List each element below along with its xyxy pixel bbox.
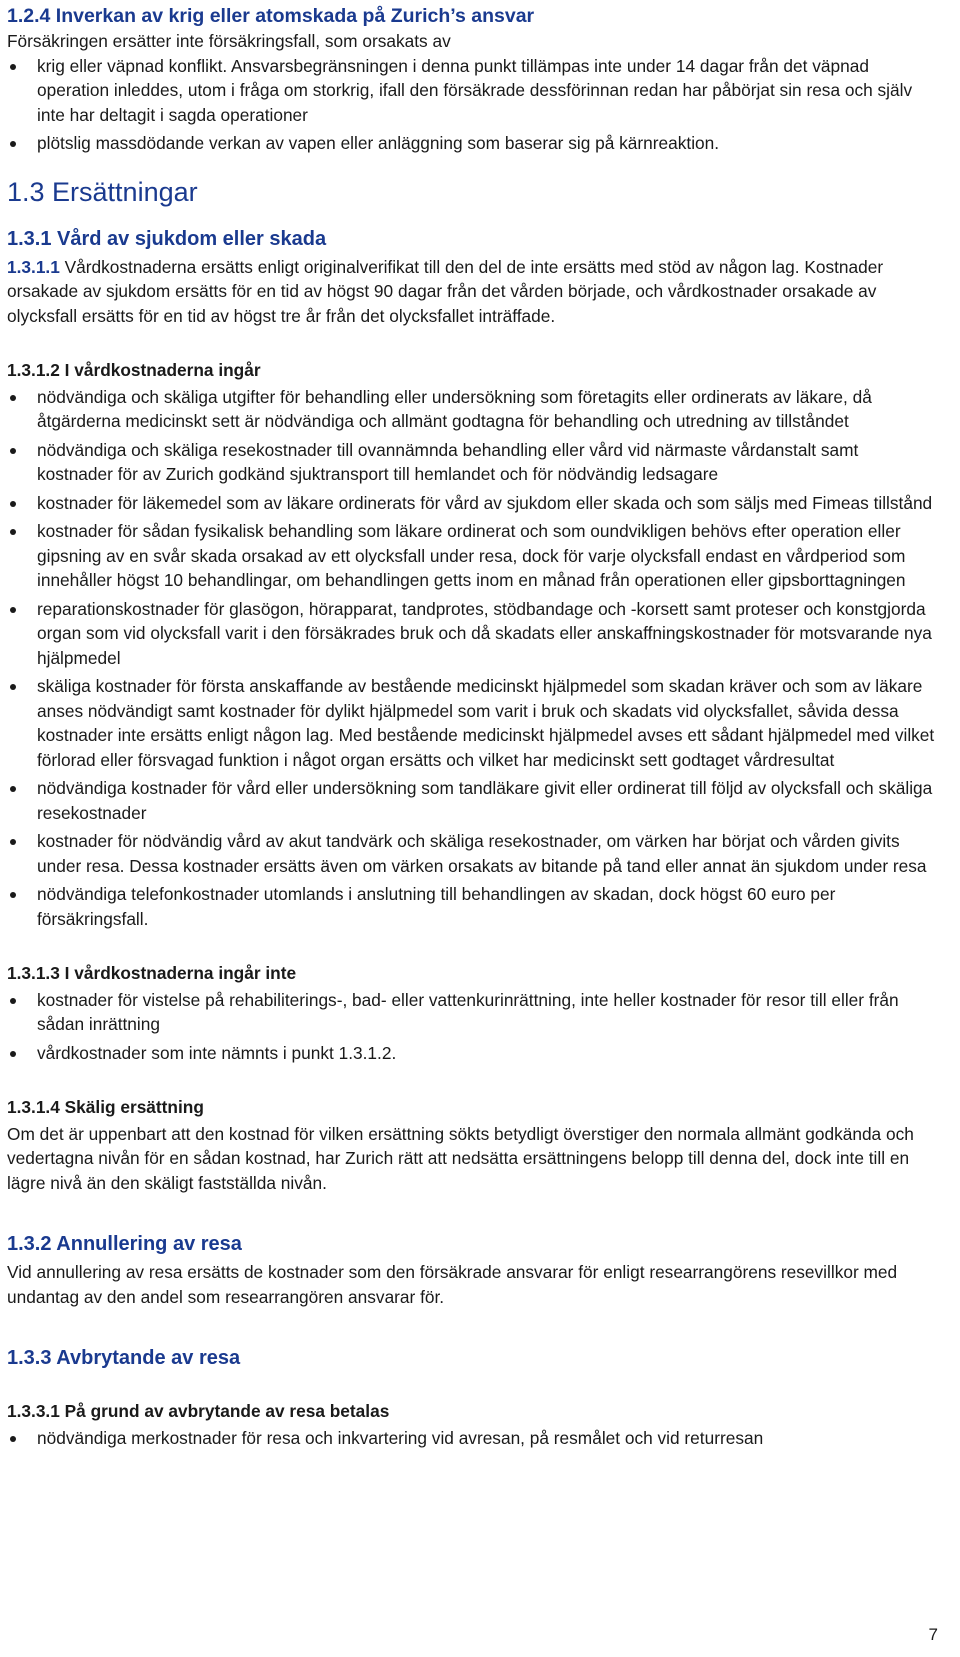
list-item: nödvändiga merkostnader för resa och inkvartering vid avresan, på resmålet och vid returresan xyxy=(7,1426,937,1451)
bullet-icon xyxy=(10,892,16,898)
bullet-icon xyxy=(10,64,16,70)
bullet-icon xyxy=(10,786,16,792)
bullet-icon xyxy=(10,839,16,845)
list-item: nödvändiga och skäliga utgifter för behandling eller undersökning som företagits eller ordinerats av läkare, då åtgärderna medicinskt sett är nödvändiga och allmänt godtagna för behandling och utredning av tillståndet xyxy=(7,385,937,434)
list-item: kostnader för vistelse på rehabiliterings-, bad- eller vattenkurinrättning, inte heller kostnader för resor till eller från sådan inrättning xyxy=(7,988,937,1037)
bullet-icon xyxy=(10,501,16,507)
section-heading-1-2-4: 1.2.4 Inverkan av krig eller atomskada på Zurich’s ansvar xyxy=(7,5,535,27)
bullet-icon xyxy=(10,395,16,401)
list-item: nödvändiga telefonkostnader utomlands i anslutning till behandlingen av skadan, dock högst 60 euro per försäkringsfall. xyxy=(7,882,937,931)
list-item: vårdkostnader som inte nämnts i punkt 1.3.1.2. xyxy=(7,1041,937,1066)
bullet-list-war xyxy=(7,54,937,156)
bullet-icon xyxy=(10,1436,16,1442)
list-item: reparationskostnader för glasögon, hörapparat, tandprotes, stödbandage och -korsett samt proteser och konstgjorda organ som vid olycksfall varit i den försäkrades bruk och då skadats eller anskaffningskostnader för motsvarande nya hjälpmedel xyxy=(7,597,937,671)
section-heading-1-3-2: 1.3.2 Annullering av resa xyxy=(7,1233,242,1255)
subsection-heading-1-3-1-3: 1.3.1.3 I vårdkostnaderna ingår inte xyxy=(7,963,297,983)
subsection-heading-1-3-3-1: 1.3.3.1 På grund av avbrytande av resa betalas xyxy=(7,1401,390,1421)
section-heading-1-3-3: 1.3.3 Avbrytande av resa xyxy=(7,1347,241,1369)
bullet-icon xyxy=(10,529,16,535)
paragraph-1-3-1-1: 1.3.1.1 Vårdkostnaderna ersätts enligt originalverifikat till den del de inte ersätts med stöd av någon lag. Kostnader orsakade av sjukdom ersätts för en tid av högst 90 dagar från det vården började, och vårdkostnader orsakade av olycksfall ersätts för en tid av högst tre år från det olycksfallet inträffade. xyxy=(7,256,884,326)
list-item: kostnader för nödvändig vård av akut tandvärk och skäliga resekostnader, om värken har börjat och vården givits under resa. Dessa kostnader ersätts även om värken orsakats av bitande på tand eller annat än sjukdom under resa xyxy=(7,829,937,878)
document-page xyxy=(7,0,937,1450)
list-item: kostnader för läkemedel som av läkare ordinerats för vård av sjukdom eller skada och som säljs med Fimeas tillstånd xyxy=(7,491,937,516)
bullet-icon xyxy=(10,998,16,1004)
list-item: plötslig massdödande verkan av vapen eller anläggning som baserar sig på kärnreaktion. xyxy=(7,131,937,156)
bullet-list-not-included xyxy=(7,988,937,1066)
bullet-icon xyxy=(10,1051,16,1057)
section-intro: Försäkringen ersätter inte försäkringsfall, som orsakats av xyxy=(7,31,451,51)
bullet-icon xyxy=(10,607,16,613)
paragraph-1-3-1-4: Om det är uppenbart att den kostnad för vilken ersättning sökts betydligt överstiger den normala allmänt godkända och vedertagna nivån för en sådan kostnad, har Zurich rätt att nedsätta ersättningens belopp till denna del, dock inte till en lägre nivå än den skäligt fastställda nivån. xyxy=(7,1123,914,1193)
list-item: nödvändiga kostnader för vård eller undersökning som tandläkare givit eller ordinerat till följd av olycksfall och skäliga resekostnader xyxy=(7,776,937,825)
paragraph-1-3-2: Vid annullering av resa ersätts de kostnader som den försäkrade ansvarar för enligt researrangörens resevillkor med undantag av den andel som researrangören ansvarar för. xyxy=(7,1262,898,1307)
section-heading-1-3-1: 1.3.1 Vård av sjukdom eller skada xyxy=(7,227,327,250)
list-item: skäliga kostnader för första anskaffande av bestående medicinskt hjälpmedel som skadan kräver och som av läkare anses nödvändigt samt kostnader för dylikt hjälpmedel som varit i bruk och skadats vid olycksfallet, såvida dessa kostnader inte ersätts enligt någon lag. Med bestående medicinskt hjälpmedel avses ett sådant hjälpmedel med vilket förlorad eller försvagad funktion i något organ ersätts och vilket har medicinskt sett godtaget vårdresultat xyxy=(7,674,937,772)
bullet-icon xyxy=(10,684,16,690)
list-item: nödvändiga och skäliga resekostnader till ovannämnda behandling eller vård vid närmaste vårdanstalt samt kostnader för av Zurich godkänd sjuktransport till hemlandet och för nödvändig ledsagare xyxy=(7,438,937,487)
subsection-heading-1-3-1-4: 1.3.1.4 Skälig ersättning xyxy=(7,1097,204,1117)
page-number: 7 xyxy=(928,1624,938,1644)
subsection-heading-1-3-1-2: 1.3.1.2 I vårdkostnaderna ingår xyxy=(7,360,261,380)
bullet-icon xyxy=(10,141,16,147)
list-item: krig eller väpnad konflikt. Ansvarsbegränsningen i denna punkt tillämpas inte under 14 dagar från det väpnad operation inleddes, utom i fråga om storkrig, ifall den försäkrade dessförinnan redan har påbörjat sin resa och själv inte har deltagit i sagda operationer xyxy=(7,54,937,128)
list-item: kostnader för sådan fysikalisk behandling som läkare ordinerat och som oundvikligen behövs efter operation eller gipsning av en svår skada orsakad av ett olycksfall under resa, dock för varje olycksfall endast en vårdperiod som innehåller högst 10 behandlingar, om behandlingen getts inom en månad från operationen eller gipsborttagningen xyxy=(7,519,937,593)
bullet-list-interruption xyxy=(7,1426,937,1451)
chapter-heading-1-3: 1.3 Ersättningar xyxy=(7,176,198,207)
bullet-icon xyxy=(10,448,16,454)
paragraph-number: 1.3.1.1 xyxy=(7,256,60,277)
bullet-list-included xyxy=(7,385,937,932)
